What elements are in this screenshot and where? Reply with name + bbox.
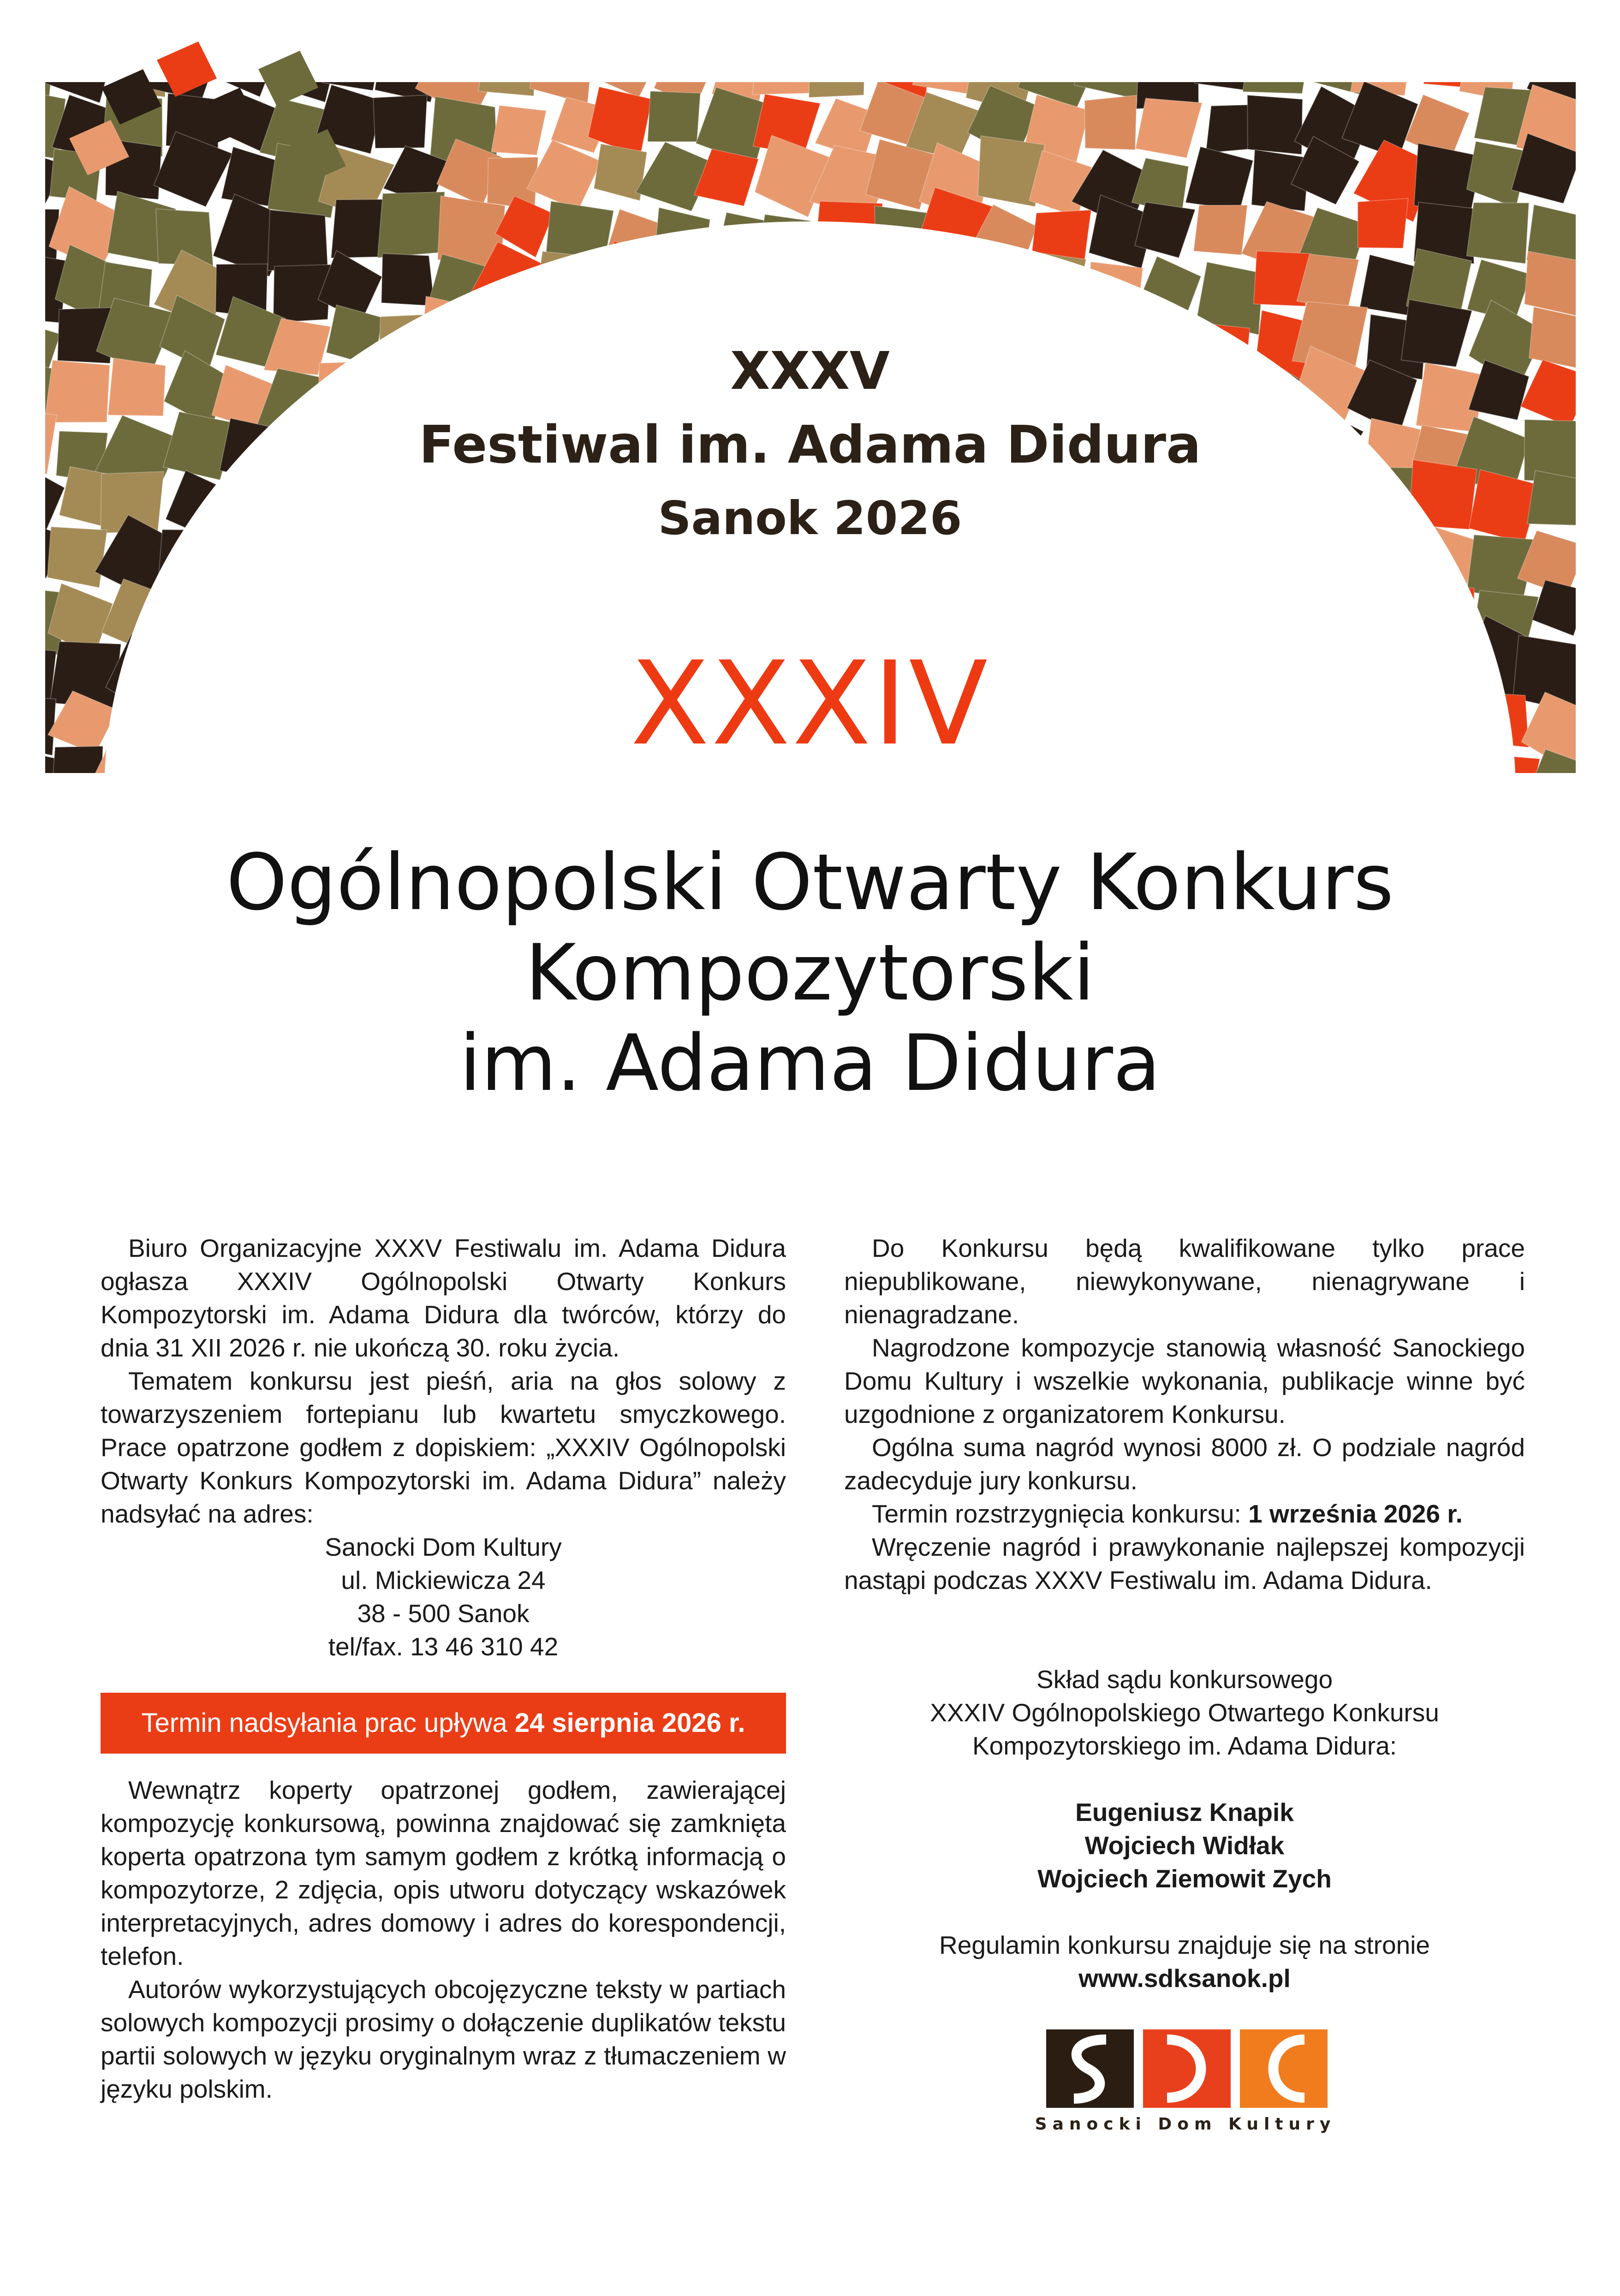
mosaic-tile: [0, 209, 60, 266]
mosaic-tile: [1467, 202, 1529, 263]
mosaic-tile: [1194, 205, 1248, 255]
festival-place-year: Sanok 2026: [658, 491, 962, 545]
mosaic-tile: [530, 30, 593, 104]
mosaic-tile: [588, 87, 652, 156]
festival-name: Festiwal im. Adama Didura: [419, 415, 1201, 475]
results-date: 1 września 2026 r.: [1248, 1499, 1463, 1528]
mosaic-tile: [1247, 95, 1303, 155]
mosaic-tile: [373, 95, 427, 148]
mosaic-tile: [1136, 98, 1203, 158]
mosaic-tile: [491, 106, 546, 155]
results-label: Termin rozstrzygnięcia konkursu:: [872, 1499, 1249, 1528]
postal-address: [101, 1530, 786, 1663]
mosaic-fragment: [258, 51, 318, 106]
left-column-lower: [101, 1773, 786, 2106]
envelope-paragraph: Wewnątrz koperty opatrzonej godłem, zawierającej kompozycję konkursową, powinna znajdować się zamknięta koperta opatrzona tym samym godłem z krótką informacją o kompozytorze, 2 zdjęcia, opis utworu dotyczący wskazówek interpretacyjnych, adres domowy i adres do korespondencji, telefon.: [101, 1776, 786, 1970]
mosaic-tile: [1018, 30, 1102, 108]
left-column: [101, 1231, 786, 1663]
deadline-date: 24 sierpnia 2026 r.: [514, 1708, 745, 1738]
results-date-paragraph: [844, 1497, 1525, 1530]
ownership-paragraph: Nagrodzone kompozycje stanowią własność Sanockiego Domu Kultury i wszelkie wykonania, publikacje winne być uzgodnione z organizatorem Konkursu.: [844, 1333, 1525, 1428]
mosaic-tile: [3, 41, 54, 97]
title-line: im. Adama Didura: [459, 1018, 1161, 1108]
mosaic-tile: [1243, 31, 1311, 94]
jury-member: Eugeniusz Knapik: [1075, 1798, 1294, 1826]
jury-section: [844, 1663, 1525, 1995]
deadline-label: Termin nadsyłania prac upływa: [141, 1708, 515, 1738]
mosaic-tile: [378, 192, 445, 258]
address-line: ul. Mickiewicza 24: [341, 1566, 546, 1594]
contest-edition: XXXIV: [630, 636, 990, 771]
title-line: Kompozytorski: [525, 928, 1095, 1018]
jury-member: Wojciech Widłak: [1084, 1831, 1285, 1860]
address-line: 38 - 500 Sanok: [357, 1599, 530, 1628]
address-line: Sanocki Dom Kultury: [325, 1533, 562, 1561]
submission-deadline-banner: [101, 1693, 786, 1754]
awards-paragraph: Wręczenie nagród i prawykonanie najlepszej kompozycji nastąpi podczas XXXV Festiwalu im. Adama Didura.: [844, 1533, 1525, 1594]
jury-heading: Kompozytorskiego im. Adama Didura:: [972, 1731, 1397, 1760]
mosaic-tile: [752, 37, 814, 95]
mosaic-tile: [648, 91, 700, 142]
prizes-paragraph: Ogólna suma nagród wynosi 8000 zł. O podziale nagród zadecyduje jury konkursu.: [844, 1433, 1525, 1495]
jury-member: Wojciech Ziemowit Zych: [1037, 1864, 1332, 1893]
mosaic-tile: [1423, 31, 1478, 88]
mosaic-tile: [478, 39, 537, 96]
translation-paragraph: Autorów wykorzystujących obcojęzyczne teksty w partiach solowych kompozycji prosimy o dołączenie duplikatów tekstu partii solowych w języku oryginalnym wraz z tłumaczeniem w języku polskim.: [101, 1975, 786, 2103]
jury-members: [844, 1796, 1525, 1895]
mosaic-tile: [590, 20, 664, 97]
eligibility-paragraph: Do Konkursu będą kwalifikowane tylko prace niepublikowane, niewykonywane, nienagrywane i nienagradzane.: [844, 1234, 1525, 1329]
logo-caption: Sanocki Dom Kultury: [1035, 2115, 1336, 2134]
announcement-paragraph: Biuro Organizacyjne XXXV Festiwalu im. Adama Didura ogłasza XXXIV Ogólnopolski Otwarty Konkurs Kompozytorski im. Adama Didura dla twórców, którzy do dnia 31 XII 2026 r. nie ukończą 30. roku życia.: [101, 1234, 786, 1362]
mosaic-tile: [694, 149, 758, 206]
jury-heading: XXXIV Ogólnopolskiego Otwartego Konkursu: [930, 1698, 1439, 1727]
mosaic-tile: [809, 40, 865, 98]
mosaic-tile: [1195, 32, 1258, 90]
mosaic-tile: [1351, 36, 1412, 96]
rules-text: Regulamin konkursu znajduje się na stronie: [939, 1931, 1430, 1959]
website-link[interactable]: www.sdksanok.pl: [1078, 1964, 1291, 1993]
festival-edition: XXXV: [730, 341, 890, 401]
mosaic-tile: [1532, 580, 1589, 636]
mosaic-tile: [1185, 147, 1253, 210]
mosaic-tile: [0, 250, 67, 323]
address-line: tel/fax. 13 46 310 42: [328, 1632, 559, 1661]
jury-heading: Skład sądu konkursowego: [1036, 1665, 1333, 1694]
mosaic-tile: [1525, 251, 1580, 316]
right-column: [844, 1231, 1525, 1597]
mosaic-tile: [268, 210, 328, 271]
contest-title: [0, 837, 1620, 1108]
theme-paragraph: Tematem konkursu jest pieśń, aria na głos solowy z towarzyszeniem fortepianu lub kwartetu smyczkowego. Prace opatrzone godłem z dopiskiem: „XXXIV Ogólnopolski Otwarty Konkurs Kompozytorski im. Adama Didura” należy nadsyłać na adres:: [101, 1367, 786, 1528]
mosaic-tile: [1084, 95, 1137, 150]
mosaic-tile: [1358, 198, 1408, 248]
title-line: Ogólnopolski Otwarty Konkurs: [226, 837, 1394, 928]
mosaic-tile: [322, 35, 382, 91]
